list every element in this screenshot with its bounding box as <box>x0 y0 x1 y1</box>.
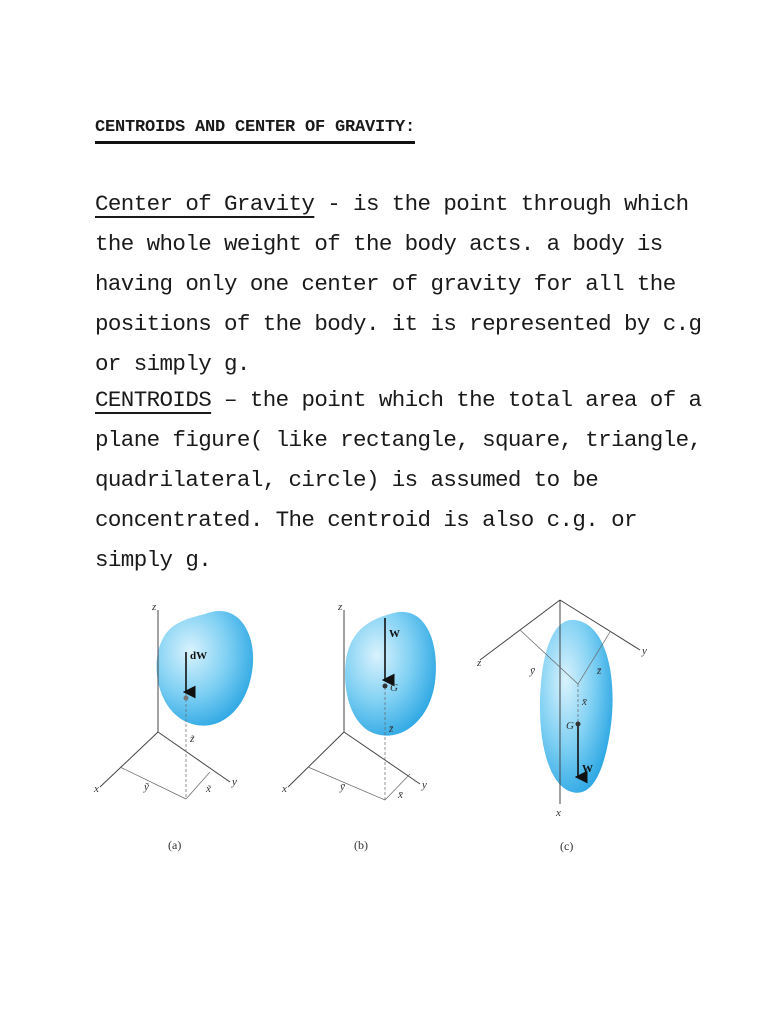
center-of-gravity-figure <box>80 592 680 867</box>
panel-c-x-axis: x <box>556 807 561 819</box>
panel-a-xbar-label: x̃ <box>206 783 211 795</box>
panel-c-caption: (c) <box>560 839 574 853</box>
centroids-term: CENTROIDS <box>95 387 212 413</box>
panel-a-caption: (a) <box>168 838 182 852</box>
panel-c-zbar-label: z̄ <box>597 665 602 677</box>
panel-a-weight-label: dW <box>190 650 208 662</box>
panel-a <box>93 601 253 852</box>
panel-c-z-axis: z <box>477 657 482 669</box>
panel-a-x-axis: x <box>94 783 99 795</box>
page-title: CENTROIDS AND CENTER OF GRAVITY: <box>95 118 415 144</box>
panel-a-body <box>156 611 253 726</box>
panel-b <box>281 601 436 852</box>
panel-b-xbar-label: x̄ <box>398 789 403 801</box>
panel-c-xbar-label: x̄ <box>582 696 587 708</box>
panel-b-weight-label: W <box>389 628 400 640</box>
panel-c-weight-label: W <box>582 763 593 775</box>
panel-c-ybar-label: ȳ <box>530 665 535 677</box>
center-of-gravity-term: Center of Gravity <box>95 191 315 217</box>
panel-b-y-axis: y <box>422 779 427 791</box>
panel-b-center-label: G <box>390 682 398 694</box>
panel-c-y-axis: y <box>642 645 647 657</box>
panel-a-zbar-label: z̃ <box>190 733 195 745</box>
panel-c-center-label: G <box>566 720 574 732</box>
panel-a-y-axis: y <box>232 776 237 788</box>
center-of-gravity-definition: - is the point through which the whole weight of the body acts. a body is having only one center of gravity for all the positions of the body. it is represented by c.g or simply g. <box>95 191 702 377</box>
panel-b-x-axis: x <box>282 783 287 795</box>
panel-b-caption: (b) <box>354 838 368 852</box>
panel-b-zbar-label: z̄ <box>389 723 394 735</box>
panel-a-z-axis: z <box>152 601 157 613</box>
panel-a-ybar-label: ỹ <box>144 781 149 793</box>
centroids-definition: – the point which the total area of a plane figure( like rectangle, square, triangle, quadrilateral, circle) is assumed to be concentrated. The centroid is also c.g. or simply g. <box>95 387 702 573</box>
panel-b-ybar-label: ȳ <box>340 781 345 793</box>
panel-b-z-axis: z <box>338 601 343 613</box>
panel-c <box>476 600 647 853</box>
center-of-gravity-paragraph <box>95 184 715 384</box>
centroids-paragraph <box>95 380 715 580</box>
